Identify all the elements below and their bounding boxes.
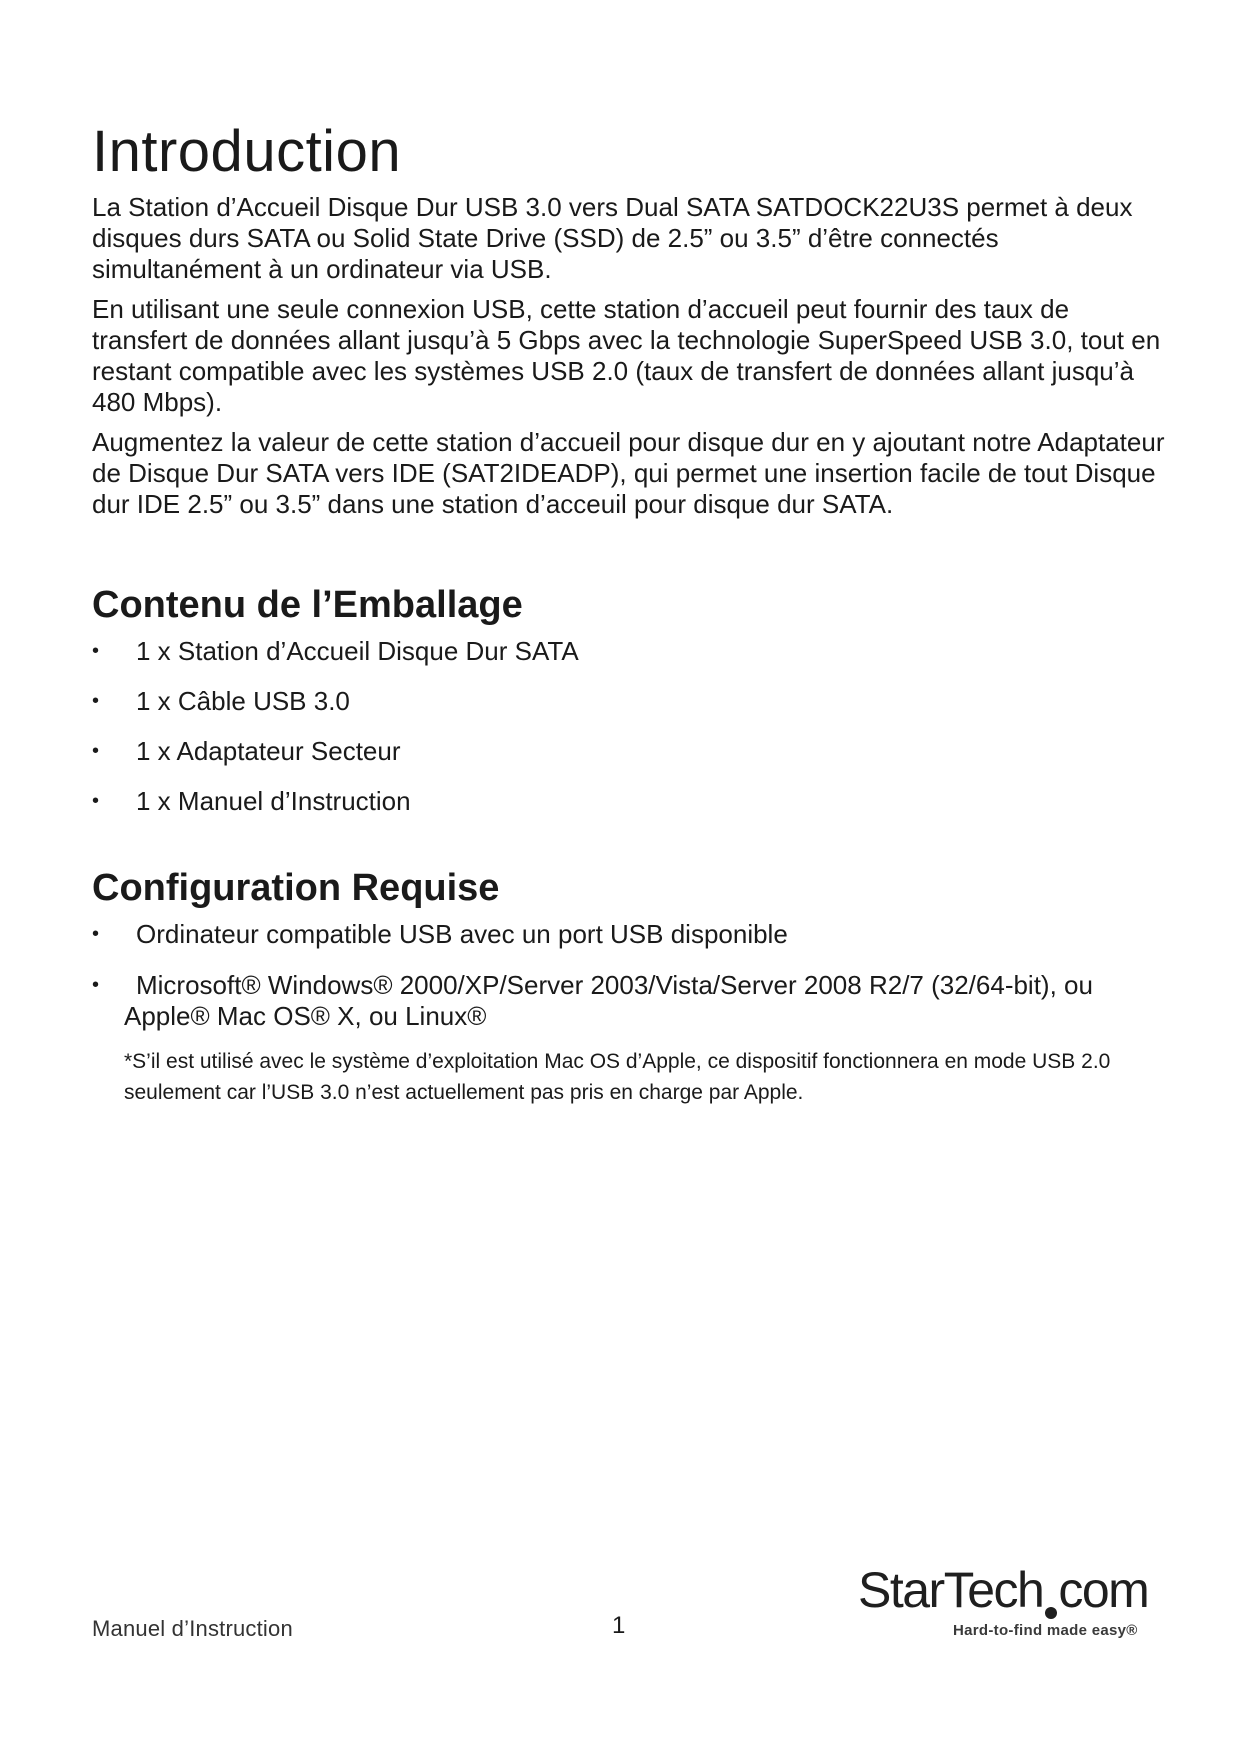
bullet-icon: • <box>92 974 100 996</box>
introduction-section <box>92 112 1167 520</box>
mac-os-footnote: *S’il est utilisé avec le système d’exploitation Mac OS d’Apple, ce dispositif fonctionnera en mode USB 2.0 seulement car l’USB 3.0 n’est actuellement pas pris en charge par Apple. <box>124 1050 1111 1104</box>
intro-paragraph-3: Augmentez la valeur de cette station d’accueil pour disque dur en y ajoutant notre Adaptateur de Disque Dur SATA vers IDE (SAT2IDEADP), qui permet une insertion facile de tout Disque dur IDE 2.5” ou 3.5” dans une station d’acceuil pour disque dur SATA. <box>92 427 1165 519</box>
list-item-text: 1 x Adaptateur Secteur <box>136 736 401 766</box>
list-item-text: 1 x Station d’Accueil Disque Dur SATA <box>136 636 579 666</box>
footer-manual-label: Manuel d’Instruction <box>92 1616 293 1641</box>
startech-logo <box>858 1562 1158 1652</box>
list-item-text: Microsoft® Windows® 2000/XP/Server 2003/Vista/Server 2008 R2/7 (32/64-bit), ou Apple® Mac OS® X, ou Linux® <box>124 970 1093 1031</box>
bullet-icon: • <box>92 690 100 712</box>
list-item <box>92 686 1167 717</box>
list-item-text: 1 x Câble USB 3.0 <box>136 686 350 716</box>
list-item <box>92 636 1167 667</box>
intro-paragraph-1: La Station d’Accueil Disque Dur USB 3.0 vers Dual SATA SATDOCK22U3S permet à deux disques durs SATA ou Solid State Drive (SSD) de 2.5” ou 3.5” d’être connectés simultanément à un ordinateur via USB. <box>92 192 1133 284</box>
bullet-icon: • <box>92 740 100 762</box>
logo-brand-end: com <box>1058 1562 1149 1618</box>
page-content <box>92 112 1167 1108</box>
list-item <box>92 736 1167 767</box>
logo-tagline: Hard-to-find made easy® <box>953 1622 1138 1639</box>
list-item <box>92 786 1167 817</box>
list-item-text: Ordinateur compatible USB avec un port USB disponible <box>136 919 788 949</box>
page-number: 1 <box>612 1612 626 1639</box>
system-requirements-list <box>92 919 1167 1032</box>
intro-paragraph-2: En utilisant une seule connexion USB, cette station d’accueil peut fournir des taux de transfert de données allant jusqu’à 5 Gbps avec la technologie SuperSpeed USB 3.0, tout en restant compatible avec les systèmes USB 2.0 (taux de transfert de données allant jusqu’à 480 Mbps). <box>92 294 1161 417</box>
package-contents-section <box>92 580 1167 817</box>
list-item <box>92 970 1167 1032</box>
list-item-text: 1 x Manuel d’Instruction <box>136 786 411 816</box>
bullet-icon: • <box>92 640 100 662</box>
bullet-icon: • <box>92 923 100 945</box>
system-requirements-heading: Configuration Requise <box>92 867 500 909</box>
package-contents-heading: Contenu de l’Emballage <box>92 584 523 626</box>
system-requirements-section <box>92 863 1167 1108</box>
logo-wordmark <box>858 1562 1148 1619</box>
list-item <box>92 919 1167 950</box>
package-contents-list <box>92 636 1167 817</box>
logo-dot-icon <box>1045 1607 1057 1619</box>
logo-brand-start: StarTech <box>858 1562 1044 1618</box>
introduction-heading: Introduction <box>92 119 402 184</box>
bullet-icon: • <box>92 790 100 812</box>
